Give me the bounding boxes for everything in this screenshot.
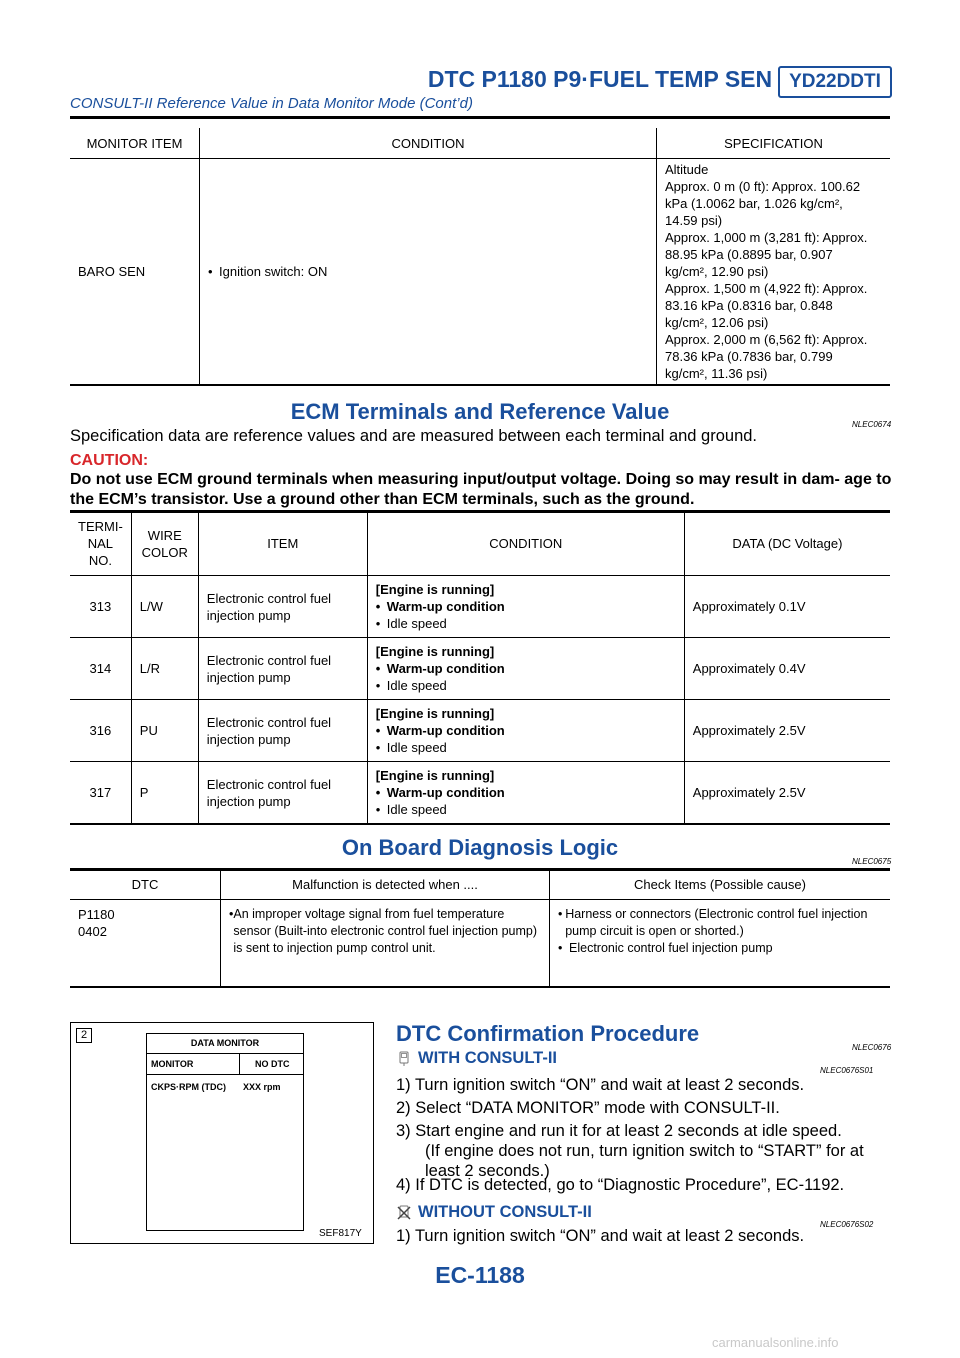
header-check-items: Check Items (Possible cause) [550,870,891,900]
condition-cell: [Engine is running] • Warm-up condition • Idle speed [367,576,684,638]
monitor-nodtc-label: NO DTC [255,1059,290,1069]
spec-line: Altitude [665,162,709,177]
spec-cell [657,159,891,386]
condition-cell: [Engine is running] • Warm-up condition • Idle speed [367,638,684,700]
terminal-cell: 313 [70,576,131,638]
wire-cell: P [131,762,198,825]
wire-cell: L/W [131,576,198,638]
procedure-step: 4) If DTC is detected, go to “Diagnostic Procedure”, EC-1192. [396,1176,845,1194]
figure-code: SEF817Y [319,1228,362,1239]
condition-cell: [Engine is running] • Warm-up condition • Idle speed [367,762,684,825]
figure-number: 2 [76,1028,92,1043]
obd-section-code: NLEC0675 [852,857,892,866]
obd-section-title: On Board Diagnosis Logic [341,835,619,860]
item-cell: Electronic control fuel injection pump [198,762,367,825]
procedure-step: 1) Turn ignition switch “ON” and wait at least 2 seconds. [396,1227,805,1245]
spec-line: 88.95 kPa (0.8895 bar, 0.907 [665,247,833,262]
spec-line: kg/cm², 12.90 psi) [665,264,769,279]
monitor-row-value: XXX rpm [243,1082,281,1092]
monitor-table [70,128,890,386]
header-specification: SPECIFICATION [657,128,891,159]
without-consult-code: NLEC0676S02 [820,1220,874,1229]
procedure-step: (If engine does not run, turn ignition switch to “START” for at [425,1142,864,1160]
procedure-code: NLEC0676 [852,1043,892,1052]
condition-cell: [Engine is running] • Warm-up condition • Idle speed [367,700,684,762]
spec-line: 14.59 psi) [665,213,723,228]
spec-line: Approx. 0 m (0 ft): Approx. 100.62 [665,179,861,194]
header-data: DATA (DC Voltage) [684,512,890,576]
caution-label: CAUTION: [70,452,149,469]
check-items-cell: • Harness or connectors (Electronic control fuel injection pump circuit is open or shorted.) • Electronic control fuel injection pump [550,900,891,988]
spec-line: 78.36 kPa (0.7836 bar, 0.799 [665,349,833,364]
page-header-subtitle: CONSULT-II Reference Value in Data Monitor Mode (Cont’d) [70,95,473,112]
data-cell: Approximately 0.1V [684,576,890,638]
spec-line: Approx. 1,500 m (4,922 ft): Approx. [665,281,868,296]
obd-logic-table [70,870,890,988]
item-cell: Electronic control fuel injection pump [198,700,367,762]
caution-text: Do not use ECM ground terminals when measuring input/output voltage. Doing so may result in dam- age to the ECM’s transistor. Use a ground other than ECM terminals, such as the ground. [70,471,892,508]
data-monitor-figure [70,1022,374,1244]
page-number: EC-1188 [435,1262,525,1288]
header-condition: CONDITION [367,512,684,576]
header-dtc: DTC [70,870,221,900]
engine-badge: YD22DDTI [778,66,892,98]
no-tool-icon [396,1205,412,1221]
terminal-cell: 314 [70,638,131,700]
data-cell: Approximately 2.5V [684,762,890,825]
monitor-title: DATA MONITOR [147,1034,303,1054]
terminal-cell: 317 [70,762,131,825]
monitor-header-row [147,1054,303,1075]
monitor-row-label: CKPS·RPM (TDC) [151,1082,226,1092]
with-consult-heading: WITH CONSULT-II [418,1049,558,1067]
header-item: ITEM [198,512,367,576]
condition-text: Ignition switch: ON [219,264,328,279]
terminal-cell: 316 [70,700,131,762]
procedure-step: least 2 seconds.) [425,1162,550,1180]
ecm-section-code: NLEC0674 [852,420,892,429]
item-cell: Electronic control fuel injection pump [198,576,367,638]
spec-line: kg/cm², 11.36 psi) [665,366,768,381]
spec-line: Approx. 2,000 m (6,562 ft): Approx. [665,332,868,347]
monitor-item-cell: BARO SEN [70,159,200,386]
spec-line: kPa (1.0062 bar, 1.026 kg/cm², [665,196,843,211]
monitor-screen [146,1033,304,1231]
without-consult-heading: WITHOUT CONSULT-II [418,1203,592,1221]
data-cell: Approximately 2.5V [684,700,890,762]
bullet-icon: • [208,264,213,279]
wire-cell: PU [131,700,198,762]
spec-line: kg/cm², 12.06 psi) [665,315,769,330]
procedure-title: DTC Confirmation Procedure [396,1021,700,1046]
item-cell: Electronic control fuel injection pump [198,638,367,700]
spec-line: Approx. 1,000 m (3,281 ft): Approx. [665,230,868,245]
with-consult-code: NLEC0676S01 [820,1066,874,1075]
condition-cell [200,159,657,386]
procedure-step: 2) Select “DATA MONITOR” mode with CONSULT-II. [396,1099,780,1117]
malfunction-cell: • An improper voltage signal from fuel temperature sensor (Built-into electronic control fuel injection pump) is sent to injection pump control unit. [221,900,550,988]
page-header-title: DTC P1180 P9·FUEL TEMP SEN [427,66,773,92]
dtc-cell: P1180 0402 [70,900,221,988]
procedure-step: 3) Start engine and run it for at least 2 seconds at idle speed. [396,1122,842,1140]
monitor-col-divider [239,1054,240,1074]
header-rule [70,116,890,119]
watermark-text: carmanualsonline.info [712,1335,839,1350]
ecm-terminal-table [70,512,890,825]
consult-tool-icon [396,1051,412,1067]
monitor-col-label: MONITOR [151,1059,194,1069]
ecm-section-title: ECM Terminals and Reference Value [290,399,670,424]
spec-note: Specification data are reference values and are measured between each terminal and ground. [70,427,758,445]
header-condition: CONDITION [200,128,657,159]
data-cell: Approximately 0.4V [684,638,890,700]
header-wire-color: WIRE COLOR [131,512,198,576]
wire-cell: L/R [131,638,198,700]
header-monitor-item: MONITOR ITEM [70,128,200,159]
header-terminal: TERMI- NAL NO. [70,512,131,576]
spec-line: 83.16 kPa (0.8316 bar, 0.848 [665,298,833,313]
procedure-step: 1) Turn ignition switch “ON” and wait at least 2 seconds. [396,1076,805,1094]
header-malfunction: Malfunction is detected when .... [221,870,550,900]
